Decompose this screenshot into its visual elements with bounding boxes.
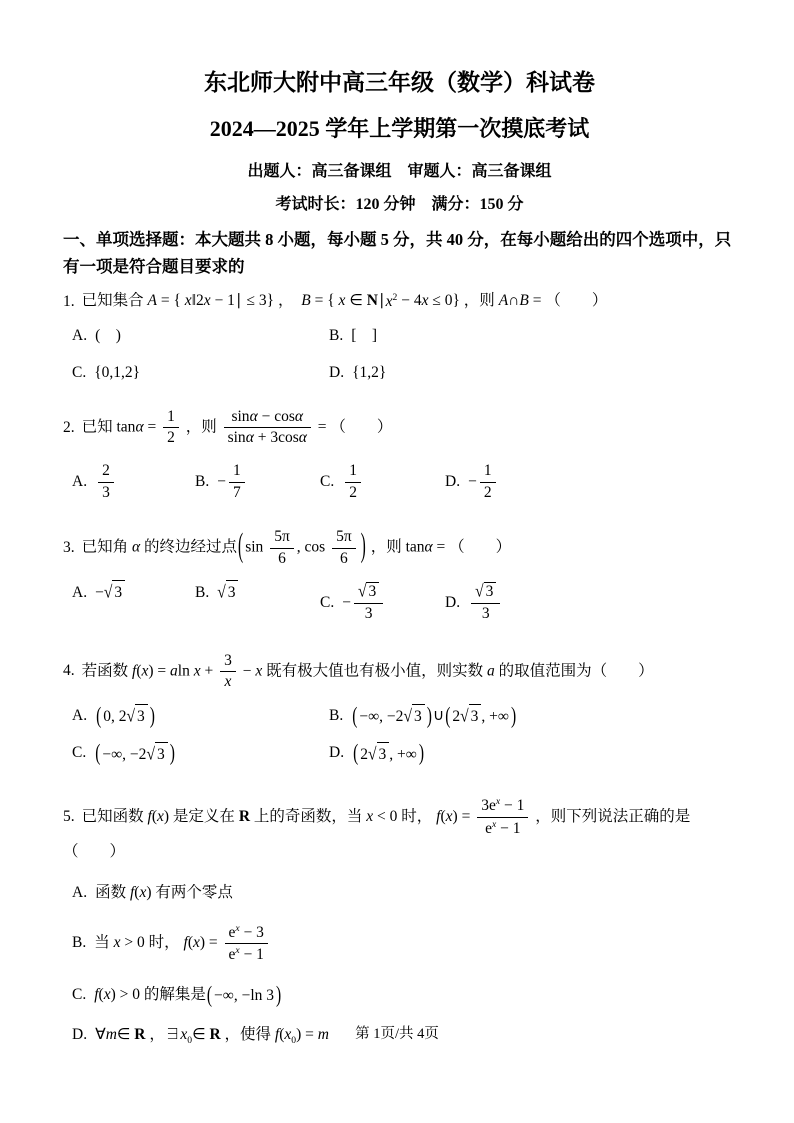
- option-2-C: [320, 460, 445, 504]
- option-2-A: [72, 460, 195, 504]
- option-label: D.: [72, 1026, 88, 1044]
- option-content: ( ): [95, 327, 121, 345]
- option-content: [ ]: [351, 327, 378, 345]
- option-2-D: [445, 460, 736, 504]
- questions: [63, 289, 736, 1048]
- question-stem: 4. 若函数 f(x) = aln x + $\frac{3}{x}$ − x 既有极大值也有极小值，则实数 a 的取值范围为（ ）: [63, 651, 654, 691]
- question-3: [63, 526, 736, 625]
- option-label: A.: [72, 706, 88, 724]
- option-label: A.: [72, 584, 88, 602]
- authors-line: 出题人：高三备课组 审题人：高三备课组: [247, 163, 552, 180]
- option-content: {1,2}: [352, 363, 387, 381]
- exam-info-line: 考试时长：120 分钟 满分：150 分: [275, 196, 524, 213]
- option-content: $\frac{1}{2}$: [342, 473, 364, 490]
- option-label: D.: [329, 744, 345, 762]
- option-content: 函数 f(x) 有两个零点: [95, 884, 233, 902]
- question-4: [63, 650, 736, 766]
- exam-session-title: 2024—2025 学年上学期第一次摸底考试: [209, 116, 590, 141]
- option-5-C: [63, 983, 736, 1007]
- option-3-C: [320, 580, 445, 625]
- option-content: −√ 3: [95, 584, 125, 601]
- option-1-B: [329, 324, 736, 347]
- option-label: B.: [195, 472, 210, 490]
- option-content: − $\frac{1}{2}$: [468, 473, 499, 490]
- question-stem: 1. 已知集合 A = { x‖2x − 1∣ ≤ 3} ， B = { x ∈ $N∣x^2 - 4x \le 0$} ，则 A∩B = （ ）: [63, 291, 608, 310]
- option-content: $\frac{√ 3}{3}$: [468, 594, 503, 611]
- exam-title: 东北师大附中高三年级（数学）科试卷: [204, 70, 595, 95]
- option-content: $\frac{2}{3}$: [95, 473, 117, 490]
- options: [63, 460, 736, 504]
- option-label: D.: [445, 593, 461, 611]
- section-header: 一、单项选择题：本大题共 8 小题，每小题 5 分，共 40 分，在每小题给出的四个选项中，只有一项是符合题目要求的: [63, 230, 732, 277]
- question-stem: 3. 已知角 α 的终边经过点 ( sin $\frac{5\pi}{6}$ , cos $\frac{5\pi}{6}$ ) ，则 tanα = （ ）: [63, 528, 512, 567]
- option-4-A: [72, 704, 329, 729]
- option-content: √ 3: [217, 584, 238, 601]
- option-label: B.: [195, 584, 210, 602]
- option-4-D: [329, 741, 736, 766]
- option-content: {0,1,2}: [94, 363, 141, 381]
- option-content: ( 0, 2√ 3 ): [96, 703, 155, 729]
- option-3-B: [195, 580, 320, 625]
- option-content: f(x) > 0 的解集是 ( −∞, −ln 3 ): [94, 982, 282, 1008]
- question-number: 2.: [63, 418, 75, 436]
- option-content: − $\frac{1}{7}$: [217, 473, 248, 490]
- option-label: A.: [72, 884, 88, 902]
- option-1-C: [72, 361, 329, 384]
- option-3-D: [445, 580, 736, 625]
- question-2: [63, 406, 736, 504]
- options: [63, 580, 736, 625]
- question-number: 4.: [63, 662, 75, 680]
- option-3-A: [72, 580, 195, 625]
- option-content: ∀m∈ R ，$\exists x_0\in$ R ，使得 $f(x_0) = m$: [95, 1026, 329, 1047]
- question-stem: 5. 已知函数 f(x) 是定义在 R 上的奇函数，当 x < 0 时， f(x) = $\frac{3e^x - 1}{e^x - 1}$ ，则下列说法正确的是（ ）: [63, 795, 691, 861]
- question-1: [63, 289, 736, 383]
- option-5-B: [63, 921, 736, 968]
- option-label: B.: [329, 706, 344, 724]
- question-number: 1.: [63, 292, 75, 310]
- option-2-B: [195, 460, 320, 504]
- option-label: C.: [320, 472, 335, 490]
- question-stem: 2. 已知 tanα = $\frac{1}{2}$ ，则 $\frac{\sin\alpha - \cos\alpha}{\sin\alpha + 3\cos\alpha}$ = （ ）: [63, 407, 393, 447]
- option-content: ( −∞, −2√ 3 ): [95, 740, 175, 767]
- options: [63, 324, 736, 384]
- question-5: [63, 794, 736, 1049]
- option-content: ( 2√ 3 , +∞ ): [353, 740, 424, 767]
- option-label: B.: [72, 934, 87, 952]
- option-content: ( −∞, −2√ 3 ) ∪ ( 2√ 3 , +∞ ): [352, 703, 517, 729]
- option-content: − $\frac{√ 3}{3}$: [342, 594, 386, 611]
- page-footer: 第 1页/共 4页: [355, 1026, 439, 1042]
- option-label: D.: [445, 472, 461, 490]
- option-5-A: [63, 881, 736, 904]
- option-content: 当 x > 0 时， f(x) = $\frac{e^x - 3}{e^x - 1}$: [94, 934, 271, 951]
- option-label: B.: [329, 327, 344, 345]
- option-label: A.: [72, 472, 88, 490]
- option-4-B: [329, 704, 736, 729]
- option-1-D: [329, 361, 736, 384]
- option-1-A: [72, 324, 329, 347]
- option-label: C.: [72, 363, 87, 381]
- option-4-C: [72, 741, 329, 766]
- question-number: 3.: [63, 538, 75, 556]
- options: [63, 704, 736, 766]
- option-label: A.: [72, 327, 88, 345]
- question-number: 5.: [63, 807, 75, 825]
- option-label: D.: [329, 363, 345, 381]
- option-label: C.: [72, 986, 87, 1003]
- option-label: C.: [72, 744, 87, 762]
- option-label: C.: [320, 593, 335, 611]
